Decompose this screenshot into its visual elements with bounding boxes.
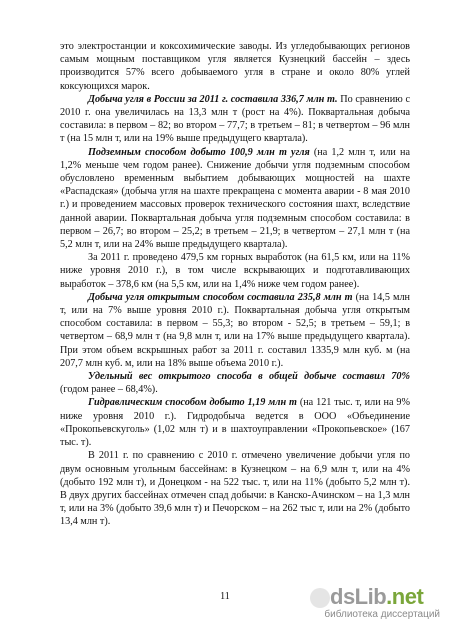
body-text: По сравнению с 2010 г. она увеличилась на 13,3 млн т (рост на 4%). Поквартальная добыча составила: в первом – 82; во втором – 77,7; в третьем – 81; в четвертом – 96 млн т (на 15 млн т, или на 19% выше предыдущего квартала).: [60, 93, 410, 145]
paragraph-p3: [60, 251, 410, 291]
paragraph-p1: [60, 93, 410, 146]
watermark-logo: [330, 584, 442, 610]
paragraph-p2: [60, 146, 410, 252]
watermark-logo-main: dsLib: [330, 584, 387, 609]
emphasized-text: Подземным способом добыто 100,9 млн т угля: [88, 146, 310, 158]
body-text: это электростанции и коксохимические заводы. Из угледобывающих регионов самым мощным поставщиком угля является Кузнецкий бассейн – здесь производится 57% всего добываемого угля в стране и около 80% углей коксующихся марок.: [60, 41, 410, 92]
paragraph-p7: [60, 449, 410, 528]
body-text: За 2011 г. проведено 479,5 км горных выработок (на 61,5 км, или на 11% ниже уровня 2010 г.), в том числе вскрывающих и подготавливающих выработок – 378,6 км (на 5,5 км, или на 1,4% ниже чем годом ранее).: [60, 252, 410, 290]
body-text: (на 1,2 млн т, или на 1,2% меньше чем годом ранее). Снижение добычи угля подземным способом обусловлено временным выбытием добывающих мощностей на шахте «Распадская» (добыча угля на шахте прекращена с момента аварии - 8 мая 2010 г.) и проведением массовых проверок технического состояния шахт, вследствие данной аварии. Поквартальная добыча угля подземным способом составила: в первом – 26,7; во втором – 25,2; в третьем – 21,9; в четвертом – 27,1 млн т (на 5,2 млн т, или на 24% выше предыдущего квартала).: [60, 146, 410, 251]
paragraph-p6: [60, 396, 410, 449]
paragraph-p4: [60, 291, 410, 370]
watermark-logo-tld: .net: [386, 584, 424, 609]
body-text: (на 121 тыс. т, или на 9% ниже уровня 2010 г.). Гидродобыча ведется в ООО «Объединение «Прокопьевскуголь» (1,02 млн т) и в шахтоуправлении «Прокопьевское» (167 тыс. т).: [60, 397, 410, 449]
watermark-subtitle: библиотека диссертаций: [324, 609, 440, 620]
emphasized-text: Удельный вес открытого способа в общей добыче составил 70%: [88, 371, 410, 383]
body-text: В 2011 г. по сравнению с 2010 г. отмечено увеличение добычи угля по двум основным угольным бассейнам: в Кузнецком – на 6,9 млн т, или на 4% (добыто 192 млн т), и Донецком - на 522 тыс. т, или на 11% (добыто 5,2 млн т). В двух других бассейнах отмечен спад добычи: в Канско-Ачинском – на 1,3 млн т, или на 3% (добыто 39,6 млн т) и Печорском – на 262 тыс т, или на 2% (добыто 13,4 млн т).: [60, 450, 410, 528]
emphasized-text: Добыча угля в России за 2011 г. составила 336,7 млн т.: [88, 93, 338, 105]
emphasized-text: Гидравлическим способом добыто 1,19 млн т: [88, 397, 297, 409]
document-body: [60, 40, 410, 529]
paragraph-p0: [60, 40, 410, 93]
watermark-circle-icon: [310, 588, 330, 608]
emphasized-text: Добыча угля открытым способом составила 235,8 млн т: [88, 291, 353, 303]
body-text: (на 14,5 млн т, или на 7% выше уровня 2010 г.). Поквартальная добыча угля открытым способом составила: в первом – 55,3; во втором - 52,5; в третьем – 59,1; в четвертом – 68,9 млн т (на 9,8 млн т, или на 17% выше предыдущего квартала). При этом объем вскрышных работ за 2011 г. составил 1335,9 млн куб. м (на 207,7 млн куб. м, или на 18% выше объема 2010 г.).: [60, 291, 410, 369]
watermark: [324, 584, 442, 622]
page-number: 11: [220, 591, 230, 602]
paragraph-p5: [60, 370, 410, 396]
body-text: (годом ранее – 68,4%).: [60, 384, 158, 396]
